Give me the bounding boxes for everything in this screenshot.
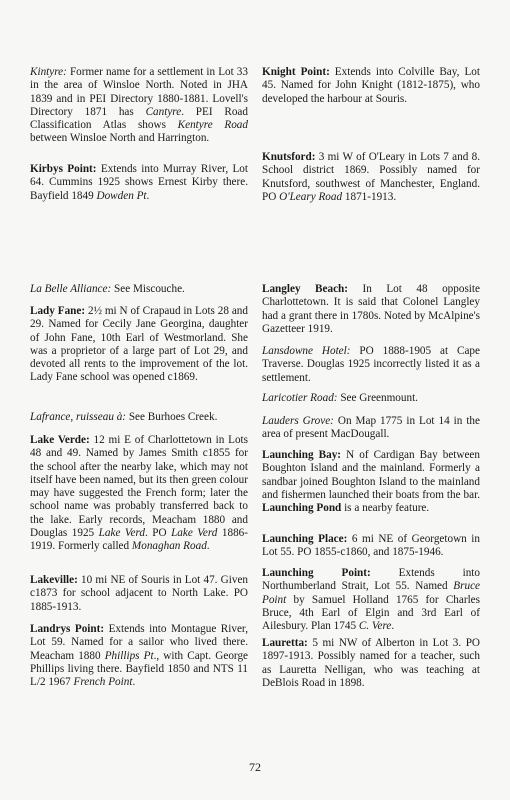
right-column-2	[262, 151, 480, 204]
entry-launching-point: Launching Point: Extends into Northumberland Strait, Lot 55. Named Bruce Point by Samuel Holland 1765 for Charles Bruce, 4th Earl of Elgin and 3rd Earl of Ailesbury. Plan 1745 C. Vere.	[262, 567, 480, 633]
page-number: 72	[249, 760, 261, 774]
entry-launching-place: Launching Place: 6 mi NE of Georgetown in Lot 55. PO 1855-c1860, and 1875-1946.	[262, 533, 480, 559]
entry-knutsford: Knutsford: 3 mi W of O'Leary in Lots 7 and 8. School district 1869. Possibly named for Knutsford, southwest of Manchester, England. PO O'Leary Road 1871-1913.	[262, 151, 480, 203]
entry-la-belle-alliance: La Belle Alliance: See Miscouche.	[30, 283, 185, 295]
right-column-4	[262, 345, 480, 385]
left-column-7	[30, 574, 248, 614]
entry-lady-fane: Lady Fane: 2½ mi N of Crapaud in Lots 28 and 29. Named for Cecily Jane Georgina, daughter of John Fane, 10th Earl of Westmorland. She was a proprietor of a large part of Lot 29, and devoted all rents to the improvement of the lot. Lady Fane school was opened c1869.	[30, 305, 248, 384]
entry-kintyre: Kintyre: Former name for a settlement in Lot 33 in the area of Winsloe North. Noted in JHA 1839 and in PEI Directory 1880-1881. Lovell's Directory 1871 has Cantyre. PEI Road Classification Atlas shows Kentyre Road between Winsloe North and Harrington.	[30, 66, 248, 145]
entry-head: Kirbys Point:	[30, 163, 97, 175]
right-column-9	[262, 567, 480, 633]
right-column-10	[262, 637, 480, 690]
entry-head: Kintyre:	[30, 66, 67, 78]
right-column-7	[262, 449, 480, 515]
left-column	[30, 66, 248, 146]
entry-lauretta: Lauretta: 5 mi NW of Alberton in Lot 3. PO 1897-1913. Possibly named for a teacher, such as Lauretta Nelligan, who was teaching at DeBlois Road in 1898.	[262, 637, 480, 689]
entry-lansdowne-hotel: Lansdowne Hotel: PO 1888-1905 at Cape Traverse. Douglas 1925 incorrectly listed it as a settlement.	[262, 345, 480, 384]
entry-kirbys-point: Kirbys Point: Extends into Murray River, Lot 64. Cummins 1925 shows Ernest Kirby there. Bayfield 1849 Dowden Pt.	[30, 163, 248, 202]
entry-langley-beach: Langley Beach: In Lot 48 opposite Charlottetown. It is said that Colonel Langley had a grant there in 1780s. Noted by McAlpine's Gazetteer 1919.	[262, 283, 480, 335]
right-column-3	[262, 283, 480, 336]
right-column-6	[262, 415, 480, 442]
right-column-8	[262, 533, 480, 560]
entry-lafrance: Lafrance, ruisseau à: See Burhoes Creek.	[30, 411, 218, 423]
entry-lake-verde: Lake Verde: 12 mi E of Charlottetown in Lots 48 and 49. Named by James Smith c1855 for the school after the nearby lake, which may not itself have been named, but its then green colour may have suggested the French form; later the school name was probably transferred back to the lake. Early records, Meacham 1880 and Douglas 1925 Lake Verd. PO Lake Verd 1886-1919. Formerly called Monaghan Road.	[30, 434, 249, 553]
entry-lakeville: Lakeville: 10 mi NE of Souris in Lot 47. Given c1873 for school adjacent to North Lake. PO 1885-1913.	[30, 574, 248, 613]
entry-laricotier-road: Laricotier Road: See Greenmount.	[262, 392, 418, 404]
right-column	[262, 66, 480, 106]
left-column-4	[30, 305, 248, 385]
entry-landrys-point: Landrys Point: Extends into Montague River, Lot 59. Named for a sailor who lived there. Meacham 1880 Phillips Pt., with Capt. George Phillips living there. Bayfield 1850 and NTS 11 L/2 1967 French Point.	[30, 623, 249, 689]
entry-knight-point: Knight Point: Extends into Colville Bay, Lot 45. Named for John Knight (1812-1875), who developed the harbour at Souris.	[262, 66, 480, 105]
left-column-3	[30, 283, 248, 296]
left-column-2	[30, 163, 248, 203]
left-column-6	[30, 434, 248, 554]
left-column-8	[30, 623, 248, 689]
right-column-5	[262, 392, 480, 405]
entry-launching-bay: Launching Bay: N of Cardigan Bay between Boughton Island and the mainland. Formerly a sandbar joined Boughton Island to the mainland and fishermen launched their boats from the bar. Launching Pond is a nearby feature.	[262, 449, 480, 515]
entry-lauders-grove: Lauders Grove: On Map 1775 in Lot 14 in the area of present MacDougall.	[262, 415, 480, 441]
left-column-5	[30, 411, 248, 424]
